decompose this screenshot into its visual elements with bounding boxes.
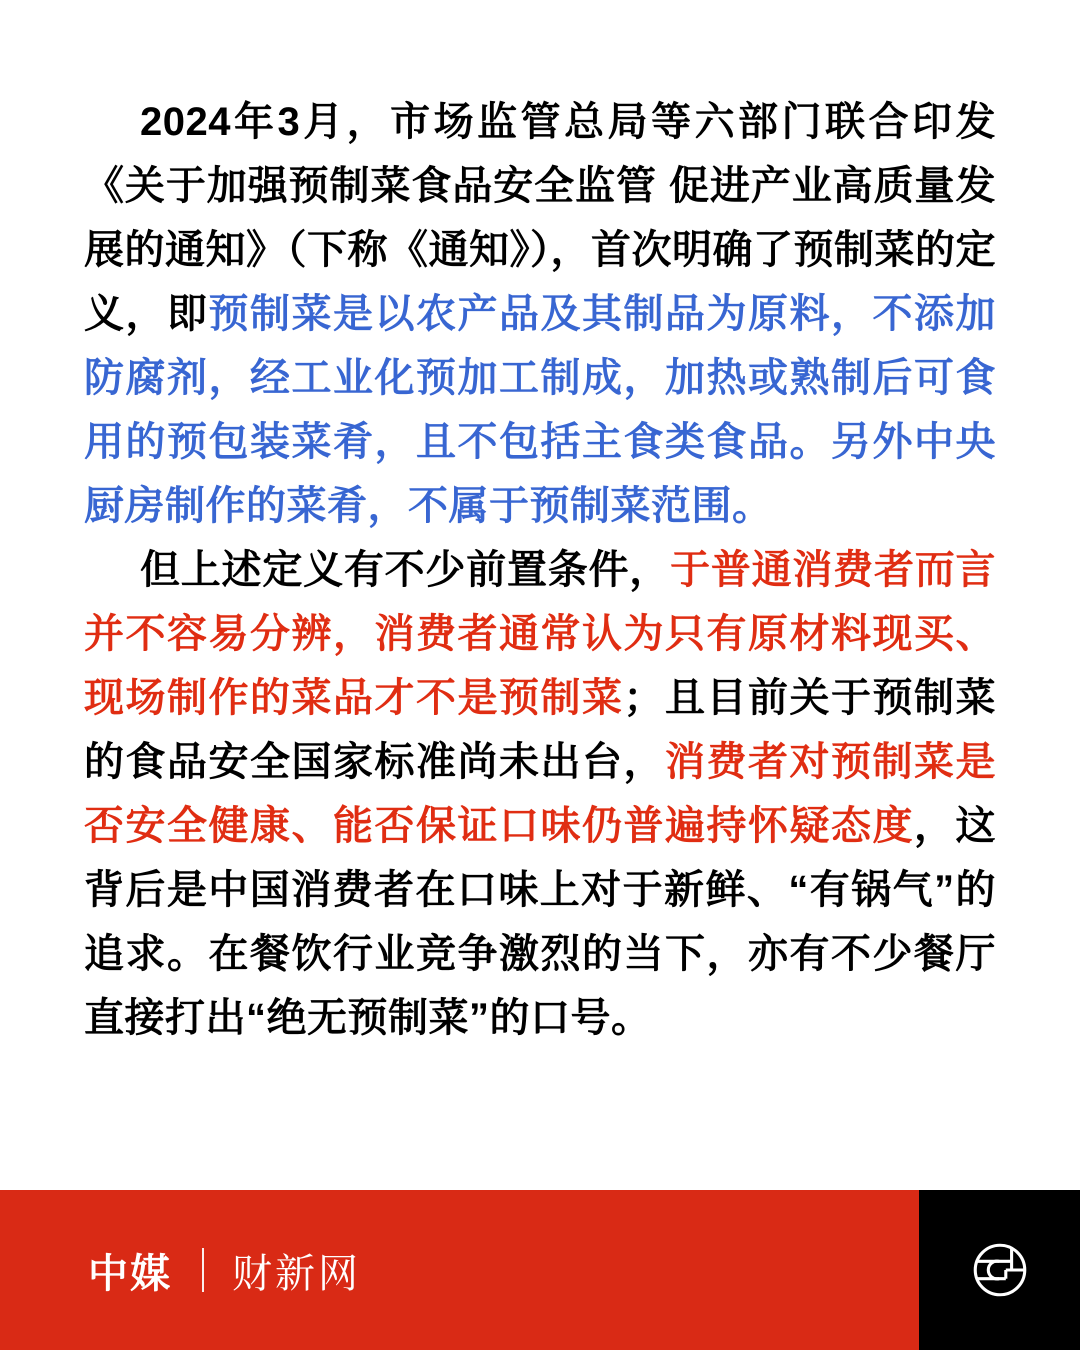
article-body — [84, 90, 996, 1050]
text-segment-black: ；且目前关于预制菜的食品安全国家标准尚未出台， — [84, 676, 996, 784]
paragraph — [84, 538, 996, 1050]
footer-brand: 中媒 — [88, 1251, 172, 1296]
text-segment-red: 于普通消费者而言并不容易分辨，消费者通常认为只有原材料现买、现场制作的菜品才不是预制菜 — [84, 548, 997, 720]
footer-brandline — [88, 1190, 361, 1350]
paragraph — [84, 90, 996, 538]
text-segment-blue: 预制菜是以农产品及其制品为原料，不添加防腐剂，经工业化预加工制成，加热或熟制后可食用的预包装菜肴，且不包括主食类食品。另外中央厨房制作的菜肴，不属于预制菜范围。 — [84, 292, 996, 528]
footer-site-name: 财新网 — [232, 1251, 361, 1296]
caixin-logo-icon — [971, 1241, 1029, 1299]
text-segment-black: 2024年3月，市场监管总局等六部门联合印发《关于加强预制菜食品安全监管 促进产业高质量发展的通知》（下称《通知》），首次明确了预制菜的定义，即 — [84, 100, 996, 336]
footer-separator — [202, 1248, 204, 1292]
text-segment-black: ，这背后是中国消费者在口味上对于新鲜、“有锅气”的追求。在餐饮行业竞争激烈的当下，亦有不少餐厅直接打出“绝无预制菜”的口号。 — [84, 804, 996, 1040]
text-segment-red: 消费者对预制菜是否安全健康、能否保证口味仍普遍持怀疑态度 — [84, 740, 996, 848]
text-segment-black: 但上述定义有不少前置条件， — [140, 548, 671, 592]
footer-logo-box — [919, 1190, 1080, 1350]
footer-bar — [0, 1190, 1080, 1350]
